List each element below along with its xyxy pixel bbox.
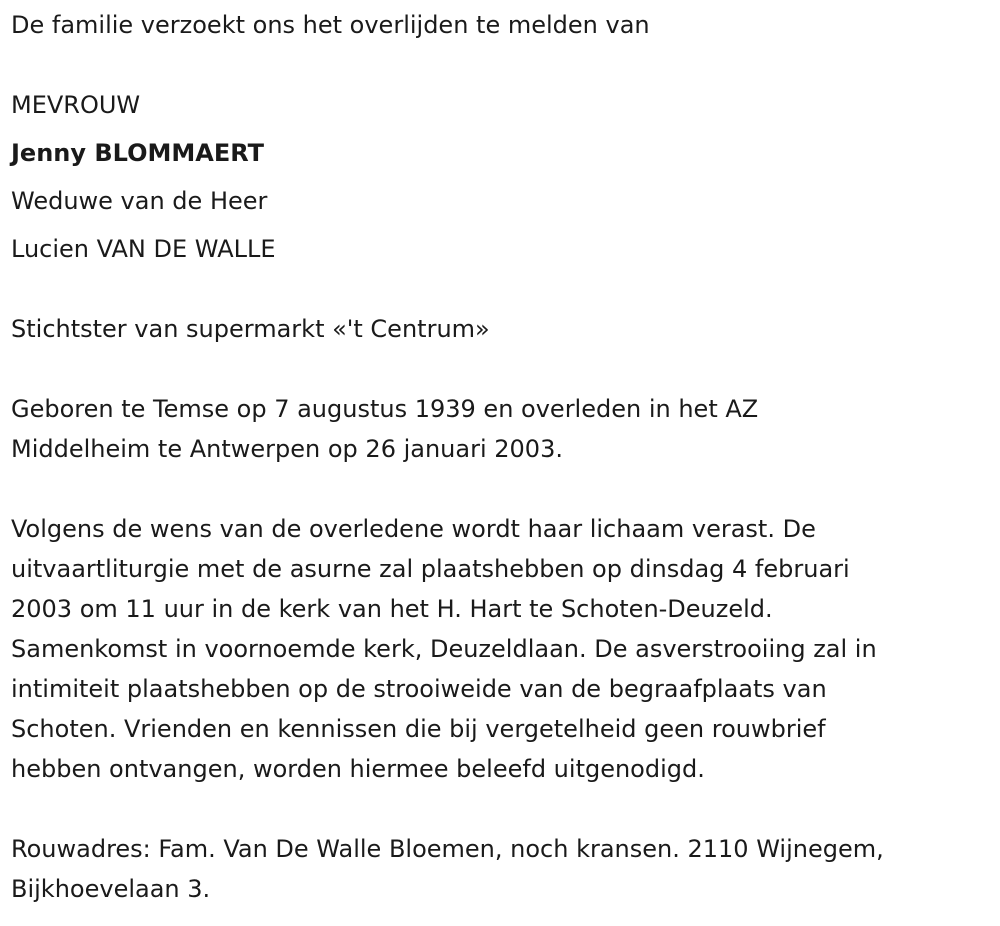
salutation: MEVROUW [11,91,141,119]
address-line: Rouwadres: Fam. Van De Walle Bloemen, noch kransen. 2110 Wijnegem, [11,835,884,863]
founder-text: Stichtster van supermarkt «'t Centrum» [11,315,490,343]
address-paragraph [11,829,986,909]
ceremony-line: uitvaartliturgie met de asurne zal plaatshebben op dinsdag 4 februari [11,555,850,583]
relation-line-1: Weduwe van de Heer [11,187,268,215]
birth-death-line: Geboren te Temse op 7 augustus 1939 en overleden in het AZ [11,395,759,423]
relation-line-2: Lucien VAN DE WALLE [11,235,276,263]
ceremony-line: Volgens de wens van de overledene wordt haar lichaam verast. De [11,515,816,543]
address-line: Bijkhoevelaan 3. [11,875,211,903]
deceased-name: Jenny BLOMMAERT [11,139,265,167]
ceremony-paragraph [11,509,986,789]
death-notice [11,5,986,909]
ceremony-line: Schoten. Vrienden en kennissen die bij vergetelheid geen rouwbrief [11,715,826,743]
birth-death-line: Middelheim te Antwerpen op 26 januari 2003. [11,435,563,463]
ceremony-line: 2003 om 11 uur in de kerk van het H. Hart te Schoten-Deuzeld. [11,595,773,623]
ceremony-line: Samenkomst in voornoemde kerk, Deuzeldlaan. De asverstrooiing zal in [11,635,877,663]
birth-death-paragraph [11,389,986,469]
ceremony-line: intimiteit plaatshebben op de strooiweide van de begraafplaats van [11,675,827,703]
intro-text: De familie verzoekt ons het overlijden te melden van [11,11,650,39]
ceremony-line: hebben ontvangen, worden hiermee beleefd uitgenodigd. [11,755,705,783]
